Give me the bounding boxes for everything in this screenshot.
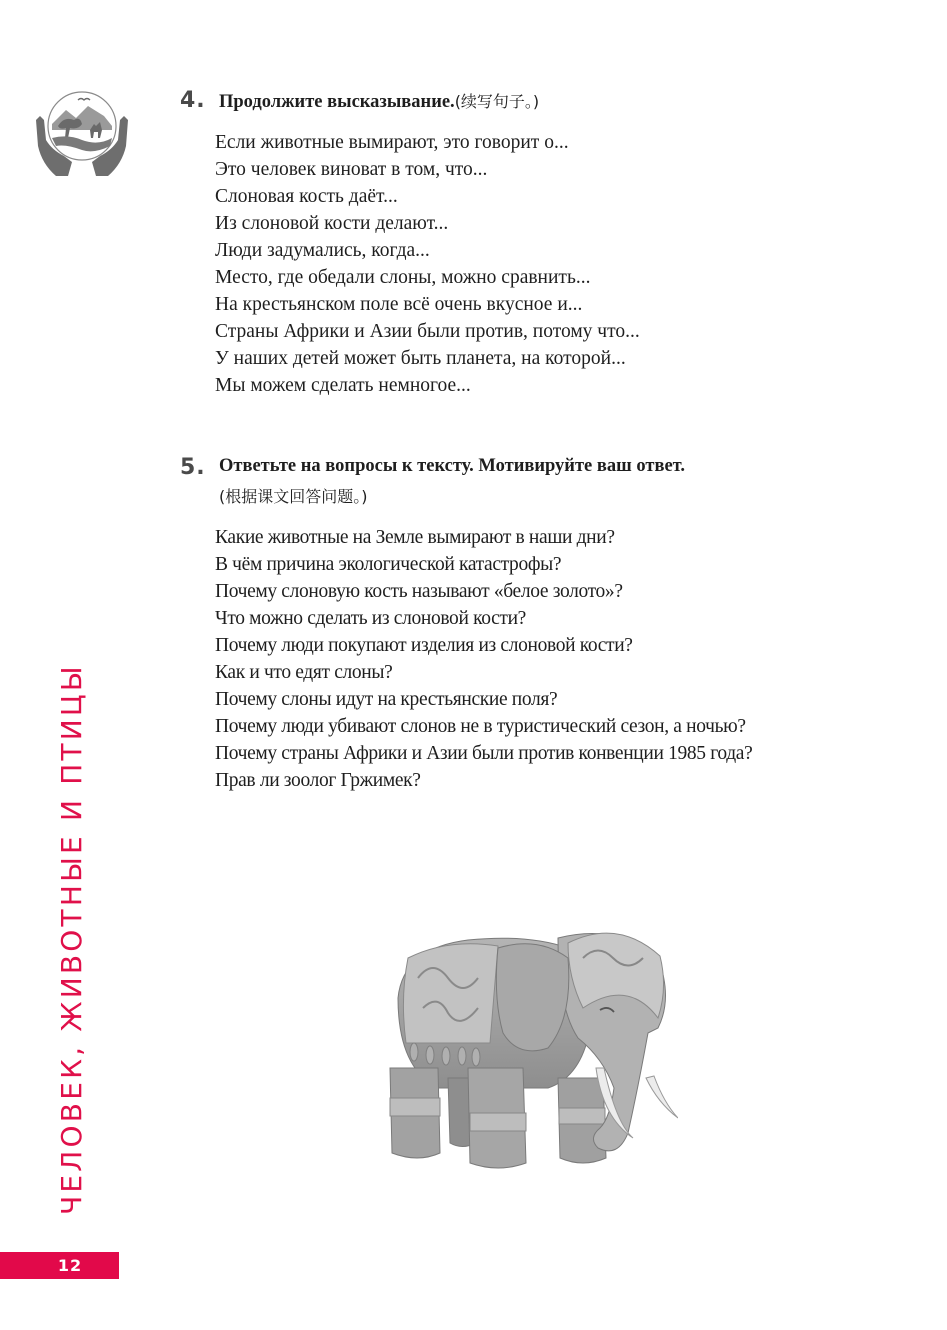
elephant-statue-image	[378, 918, 678, 1173]
exercise-5-title: Ответьте на вопросы к тексту. Мотивируйте ваш ответ.	[219, 456, 685, 476]
list-item: Слоновая кость даёт...	[215, 186, 398, 207]
list-item: Как и что едят слоны?	[215, 662, 393, 683]
list-item: Почему слоны идут на крестьянские поля?	[215, 689, 558, 710]
list-item: Почему люди покупают изделия из слоновой кости?	[215, 635, 633, 656]
exercise-5-questions	[215, 524, 752, 794]
list-item: Из слоновой кости делают...	[215, 213, 449, 234]
list-item: Страны Африки и Азии были против, потому что...	[215, 321, 640, 342]
list-item: Люди задумались, когда...	[215, 240, 430, 261]
chapter-title: ЧЕЛОВЕК, ЖИВОТНЫЕ И ПТИЦЫ	[55, 663, 88, 1215]
exercise-5-title-cn: (根据课文回答问题。)	[219, 487, 368, 506]
list-item: В чём причина экологической катастрофы?	[215, 554, 562, 575]
list-item: Прав ли зоолог Гржимек?	[215, 770, 421, 791]
hands-holding-earth-icon	[28, 80, 136, 180]
exercise-5-number: 5.	[180, 455, 206, 480]
list-item: Это человек виноват в том, что...	[215, 159, 488, 180]
list-item: На крестьянском поле всё очень вкусное и...	[215, 294, 583, 315]
exercise-4-title-text: Продолжите высказывание.	[219, 92, 455, 112]
list-item: Мы можем сделать немногое...	[215, 375, 471, 396]
list-item: Почему слоновую кость называют «белое золото»?	[215, 581, 623, 602]
list-item: Почему люди убивают слонов не в туристический сезон, а ночью?	[215, 716, 746, 737]
list-item: Что можно сделать из слоновой кости?	[215, 608, 526, 629]
page-number: 12	[57, 1256, 83, 1275]
page-number-badge	[0, 1252, 119, 1279]
exercise-4-lines	[215, 129, 640, 399]
exercise-4-number: 4.	[180, 88, 206, 113]
exercise-4-title-cn: (续写句子。)	[454, 92, 540, 111]
list-item: У наших детей может быть планета, на которой...	[215, 348, 626, 369]
list-item: Какие животные на Земле вымирают в наши дни?	[215, 527, 615, 548]
list-item: Если животные вымирают, это говорит о...	[215, 132, 569, 153]
list-item: Место, где обедали слоны, можно сравнить...	[215, 267, 591, 288]
list-item: Почему страны Африки и Азии были против конвенции 1985 года?	[215, 743, 753, 764]
exercise-4-title	[219, 89, 539, 113]
